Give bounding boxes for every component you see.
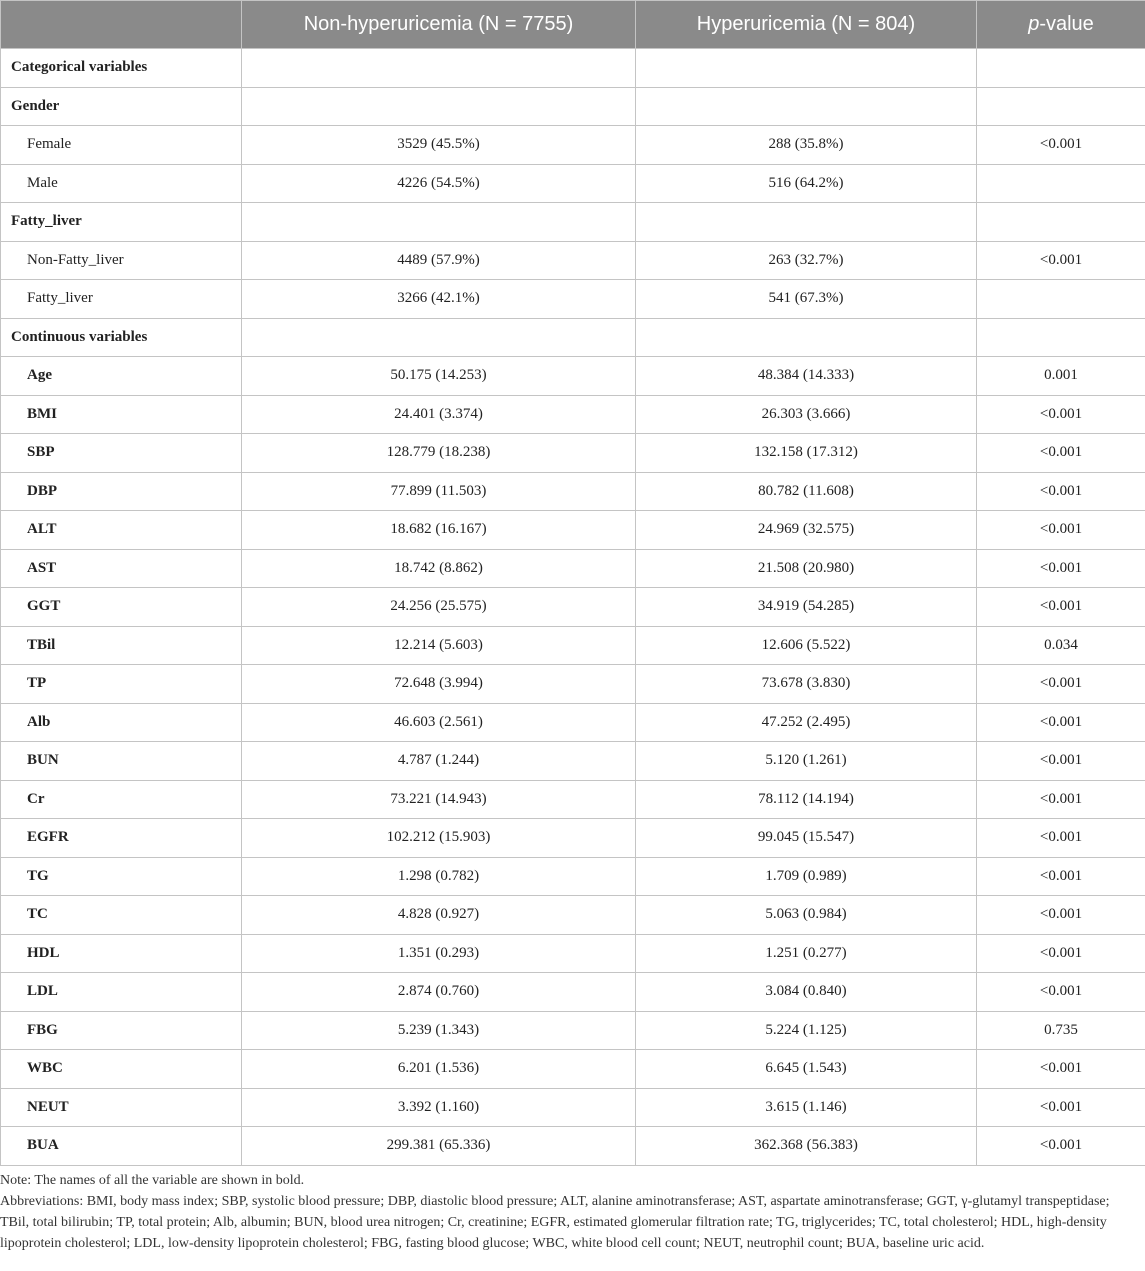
p-value: <0.001 [977, 1088, 1145, 1127]
non-hyperuricemia-value: 1.298 (0.782) [242, 857, 636, 896]
row-label: SBP [1, 434, 242, 473]
row-label: TBil [1, 626, 242, 665]
table-row [1, 588, 1145, 627]
hyperuricemia-value: 26.303 (3.666) [636, 395, 977, 434]
non-hyperuricemia-value: 3529 (45.5%) [242, 126, 636, 165]
hyperuricemia-value: 362.368 (56.383) [636, 1127, 977, 1166]
row-label: Cr [1, 780, 242, 819]
row-label: HDL [1, 934, 242, 973]
hyperuricemia-value: 48.384 (14.333) [636, 357, 977, 396]
row-label: WBC [1, 1050, 242, 1089]
p-value: 0.735 [977, 1011, 1145, 1050]
p-value [977, 164, 1145, 203]
row-label: TC [1, 896, 242, 935]
table-row [1, 1011, 1145, 1050]
header-hyperuricemia: Hyperuricemia (N = 804) [636, 1, 977, 49]
p-value: <0.001 [977, 1127, 1145, 1166]
row-label: LDL [1, 973, 242, 1012]
table-row [1, 1050, 1145, 1089]
table-row [1, 280, 1145, 319]
p-value [977, 280, 1145, 319]
table-header [1, 1, 1145, 49]
note-text: Note: The names of all the variable are shown in bold. [0, 1173, 305, 1188]
row-label: Alb [1, 703, 242, 742]
non-hyperuricemia-value: 4.828 (0.927) [242, 896, 636, 935]
hyperuricemia-value: 3.615 (1.146) [636, 1088, 977, 1127]
table-row [1, 241, 1145, 280]
table-row [1, 819, 1145, 858]
hyperuricemia-value: 21.508 (20.980) [636, 549, 977, 588]
row-label: TG [1, 857, 242, 896]
table-row [1, 472, 1145, 511]
non-hyperuricemia-value [242, 203, 636, 242]
row-label: Fatty_liver [1, 280, 242, 319]
hyperuricemia-value: 263 (32.7%) [636, 241, 977, 280]
non-hyperuricemia-value: 18.742 (8.862) [242, 549, 636, 588]
hyperuricemia-value: 132.158 (17.312) [636, 434, 977, 473]
hyperuricemia-value: 5.224 (1.125) [636, 1011, 977, 1050]
table-row [1, 742, 1145, 781]
p-value: 0.034 [977, 626, 1145, 665]
p-value: <0.001 [977, 395, 1145, 434]
non-hyperuricemia-value: 4226 (54.5%) [242, 164, 636, 203]
table-row [1, 318, 1145, 357]
hyperuricemia-value: 24.969 (32.575) [636, 511, 977, 550]
hyperuricemia-value: 516 (64.2%) [636, 164, 977, 203]
p-value [977, 87, 1145, 126]
p-value [977, 318, 1145, 357]
row-label: Non-Fatty_liver [1, 241, 242, 280]
non-hyperuricemia-value: 5.239 (1.343) [242, 1011, 636, 1050]
table-row [1, 665, 1145, 704]
p-value: <0.001 [977, 780, 1145, 819]
hyperuricemia-value: 12.606 (5.522) [636, 626, 977, 665]
row-label: Fatty_liver [1, 203, 242, 242]
row-label: Categorical variables [1, 49, 242, 88]
row-label: Female [1, 126, 242, 165]
row-label: FBG [1, 1011, 242, 1050]
row-label: BUA [1, 1127, 242, 1166]
non-hyperuricemia-value: 4.787 (1.244) [242, 742, 636, 781]
hyperuricemia-value: 1.709 (0.989) [636, 857, 977, 896]
non-hyperuricemia-value: 50.175 (14.253) [242, 357, 636, 396]
row-label: BMI [1, 395, 242, 434]
hyperuricemia-value: 1.251 (0.277) [636, 934, 977, 973]
p-value: <0.001 [977, 973, 1145, 1012]
p-value [977, 49, 1145, 88]
non-hyperuricemia-value: 18.682 (16.167) [242, 511, 636, 550]
header-p-rest: -value [1039, 13, 1094, 35]
header-p-value [977, 1, 1145, 49]
non-hyperuricemia-value: 6.201 (1.536) [242, 1050, 636, 1089]
p-value: <0.001 [977, 896, 1145, 935]
hyperuricemia-value: 5.120 (1.261) [636, 742, 977, 781]
table-row [1, 857, 1145, 896]
hyperuricemia-value [636, 203, 977, 242]
header-p-italic: p [1028, 13, 1040, 35]
hyperuricemia-value: 47.252 (2.495) [636, 703, 977, 742]
row-label: DBP [1, 472, 242, 511]
hyperuricemia-value: 73.678 (3.830) [636, 665, 977, 704]
row-label: TP [1, 665, 242, 704]
non-hyperuricemia-value: 1.351 (0.293) [242, 934, 636, 973]
non-hyperuricemia-value [242, 49, 636, 88]
hyperuricemia-value: 6.645 (1.543) [636, 1050, 977, 1089]
table-row [1, 1127, 1145, 1166]
hyperuricemia-value [636, 87, 977, 126]
table-row [1, 1088, 1145, 1127]
table-row [1, 626, 1145, 665]
non-hyperuricemia-value: 24.401 (3.374) [242, 395, 636, 434]
p-value: <0.001 [977, 588, 1145, 627]
table-row [1, 164, 1145, 203]
non-hyperuricemia-value [242, 87, 636, 126]
p-value: <0.001 [977, 934, 1145, 973]
p-value: <0.001 [977, 665, 1145, 704]
row-label: EGFR [1, 819, 242, 858]
table-row [1, 511, 1145, 550]
header-non-hyperuricemia: Non-hyperuricemia (N = 7755) [242, 1, 636, 49]
hyperuricemia-value: 99.045 (15.547) [636, 819, 977, 858]
table-row [1, 87, 1145, 126]
non-hyperuricemia-value: 12.214 (5.603) [242, 626, 636, 665]
row-label: Male [1, 164, 242, 203]
non-hyperuricemia-value: 128.779 (18.238) [242, 434, 636, 473]
abbreviations-text: Abbreviations: BMI, body mass index; SBP, systolic blood pressure; DBP, diastolic blood pressure; ALT, alanine aminotransferase; AST, aspartate aminotransferase; GGT, γ-glutamyl transpeptidase; TBil, total bilirubin; TP, total protein; Alb, albumin; BUN, blood urea nitrogen; Cr, creatinine; EGFR, estimated glomerular filtration rate; TG, triglycerides; TC, total cholesterol; HDL, high-density lipoprotein cholesterol; LDL, low-density lipoprotein cholesterol; FBG, fasting blood glucose; WBC, white blood cell count; NEUT, neutrophil count; BUA, baseline uric acid. [0, 1194, 1110, 1251]
table-row [1, 973, 1145, 1012]
table-row [1, 780, 1145, 819]
row-label: AST [1, 549, 242, 588]
table-row [1, 126, 1145, 165]
header-row [1, 1, 1145, 49]
non-hyperuricemia-value: 24.256 (25.575) [242, 588, 636, 627]
p-value: <0.001 [977, 819, 1145, 858]
table-row [1, 357, 1145, 396]
p-value: <0.001 [977, 703, 1145, 742]
table-notes [0, 1170, 1140, 1254]
table-row [1, 934, 1145, 973]
hyperuricemia-value: 5.063 (0.984) [636, 896, 977, 935]
header-variable [1, 1, 242, 49]
p-value: <0.001 [977, 742, 1145, 781]
non-hyperuricemia-value: 3.392 (1.160) [242, 1088, 636, 1127]
row-label: NEUT [1, 1088, 242, 1127]
p-value: <0.001 [977, 857, 1145, 896]
non-hyperuricemia-value: 102.212 (15.903) [242, 819, 636, 858]
hyperuricemia-value [636, 318, 977, 357]
hyperuricemia-value: 288 (35.8%) [636, 126, 977, 165]
non-hyperuricemia-value: 3266 (42.1%) [242, 280, 636, 319]
hyperuricemia-value: 3.084 (0.840) [636, 973, 977, 1012]
table-row [1, 49, 1145, 88]
row-label: ALT [1, 511, 242, 550]
p-value: <0.001 [977, 126, 1145, 165]
table-row [1, 395, 1145, 434]
non-hyperuricemia-value: 299.381 (65.336) [242, 1127, 636, 1166]
table-row [1, 434, 1145, 473]
table-row [1, 703, 1145, 742]
table-row [1, 203, 1145, 242]
p-value: <0.001 [977, 511, 1145, 550]
non-hyperuricemia-value: 77.899 (11.503) [242, 472, 636, 511]
non-hyperuricemia-value: 46.603 (2.561) [242, 703, 636, 742]
hyperuricemia-value [636, 49, 977, 88]
row-label: Continuous variables [1, 318, 242, 357]
row-label: GGT [1, 588, 242, 627]
p-value: <0.001 [977, 1050, 1145, 1089]
table-body [1, 49, 1145, 1166]
p-value: <0.001 [977, 472, 1145, 511]
non-hyperuricemia-value: 2.874 (0.760) [242, 973, 636, 1012]
p-value: 0.001 [977, 357, 1145, 396]
p-value: <0.001 [977, 549, 1145, 588]
row-label: Gender [1, 87, 242, 126]
p-value: <0.001 [977, 434, 1145, 473]
non-hyperuricemia-value [242, 318, 636, 357]
p-value [977, 203, 1145, 242]
non-hyperuricemia-value: 73.221 (14.943) [242, 780, 636, 819]
hyperuricemia-value: 541 (67.3%) [636, 280, 977, 319]
row-label: Age [1, 357, 242, 396]
table-row [1, 549, 1145, 588]
non-hyperuricemia-value: 72.648 (3.994) [242, 665, 636, 704]
row-label: BUN [1, 742, 242, 781]
table-row [1, 896, 1145, 935]
hyperuricemia-value: 80.782 (11.608) [636, 472, 977, 511]
p-value: <0.001 [977, 241, 1145, 280]
non-hyperuricemia-value: 4489 (57.9%) [242, 241, 636, 280]
hyperuricemia-value: 34.919 (54.285) [636, 588, 977, 627]
hyperuricemia-value: 78.112 (14.194) [636, 780, 977, 819]
